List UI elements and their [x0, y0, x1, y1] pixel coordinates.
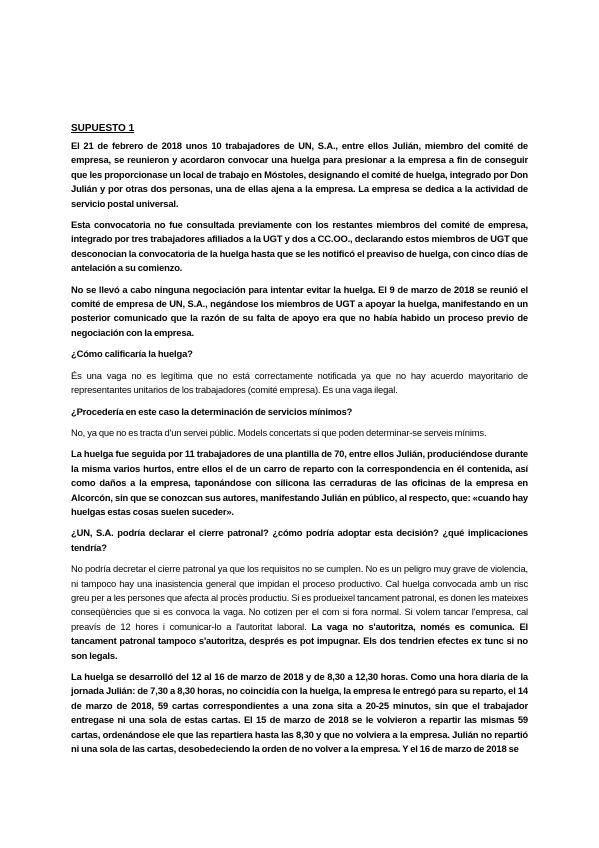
answer-3-bold: La vaga no s'autoritza, només es comunica. El tancament patronal tampoco s'autoritza, després es pot impugnar. Els dos tendrien efectes ex tunc si no son legals.: [71, 620, 528, 661]
question-1: ¿Cómo calificaría la huelga?: [71, 348, 193, 360]
answer-1: És una vaga no es legítima que no está correctamente notificada ya que no hay acuerdo mayoritario de representantes unitarios de los trabajadores (comité empresa). Es una vaga ilegal.: [71, 369, 528, 396]
document-title: SUPUESTO 1: [71, 123, 135, 134]
document-page: [71, 122, 528, 763]
case-paragraph-3: No se llevó a cabo ninguna negociación para intentar evitar la huelga. El 9 de marzo de 2018 se reunió el comité de empresa de UN, S.A., negándose los miembros de UGT a apoyar la huelga, manifestando en un posterior comunicado que la razón de su falta de apoyo era que no había habido un proceso previo de negociación con la empresa.: [71, 283, 528, 338]
case-paragraph-5: La huelga se desarrolló del 12 al 16 de marzo de 2018 y de 8,30 a 12,30 horas. Como una hora diaria de la jornada Julián: de 7,30 a 8,30 horas, no coincidía con la huelga, la empresa le entregó para su reparto, el 14 de marzo de 2018, 59 cartas correspondientes a una zona sita a 20-25 minutos, sin que el trabajador entregase ni una sola de estas cartas. El 15 de marzo de 2018 se le volvieron a repartir las mismas 59 cartas, ordenándose ele que las repartiera hasta las 8,30 y que no volviera a la empresa. Julián no repartió ni una sola de las cartas, desobedeciendo la orden de no volver a la empresa. Y el 16 de marzo de 2018 se: [71, 671, 528, 755]
answer-2: No, ya que no es tracta d'un servei públic. Models concertats si que poden determinar-se serveis mínims.: [71, 426, 487, 438]
answer-3-normal: No podría decretar el cierre patronal ya que los requisitos no se cumplen. No es un peligro muy grave de violencia, ni tampoco hay una inasistencia general que impidan el proceso productivo. Cal huelga convocada amb un risc greu per a les persones que afecta al procès productiu. Si es produeixel tancament patronal, es donen les mateixes conseqüències que si es convoca la vaga. No cotizen per el com si fora normal. Si volem tancar l'empresa, cal preavís de 12 hores i comunicar-lo a l'autoritat laboral.: [71, 563, 528, 632]
case-paragraph-2: Esta convocatoria no fue consultada previamente con los restantes miembros del comité de empresa, integrado por tres trabajadores afiliados a la UGT y dos a CC.OO., declarando estos miembros de UGT que desconocian la convocatoria de la huelga hasta que se les notificó el preaviso de huelga, con cinco días de antelación a su comienzo.: [71, 219, 528, 274]
case-paragraph-4: La huelga fue seguida por 11 trabajadores de una plantilla de 70, entre ellos Julián, produciéndose durante la misma varios hurtos, entre ellos el de un carro de reparto con la correspondencia en él contenida, así como daños a la empresa, taponándose con silicona las cerraduras de las oficinas de la empresa en Alcorcón, sin que se conozcan sus autores, manifestando Julián en público, al respecto, que: «cuando hay huelgas estas cosas suelen suceder».: [71, 448, 528, 517]
answer-3: [71, 562, 528, 663]
case-paragraph-1: El 21 de febrero de 2018 unos 10 trabajadores de UN, S.A., entre ellos Julián, miembro del comité de empresa, se reunieron y acordaron convocar una huelga para presionar a la empresa a fin de conseguir que les proporcionase un local de trabajo en Móstoles, designando el comité de huelga, integrado por Don Julián y por otras dos personas, una de ellas ajena a la empresa. La empresa se dedica a la actividad de servicio postal universal.: [71, 140, 528, 209]
question-2: ¿Procedería en este caso la determinación de servicios mínimos?: [71, 405, 353, 417]
question-3: ¿UN, S.A. podría declarar el cierre patronal? ¿cómo podría adoptar esta decisión? ¿qué implicaciones tendría?: [71, 527, 528, 553]
